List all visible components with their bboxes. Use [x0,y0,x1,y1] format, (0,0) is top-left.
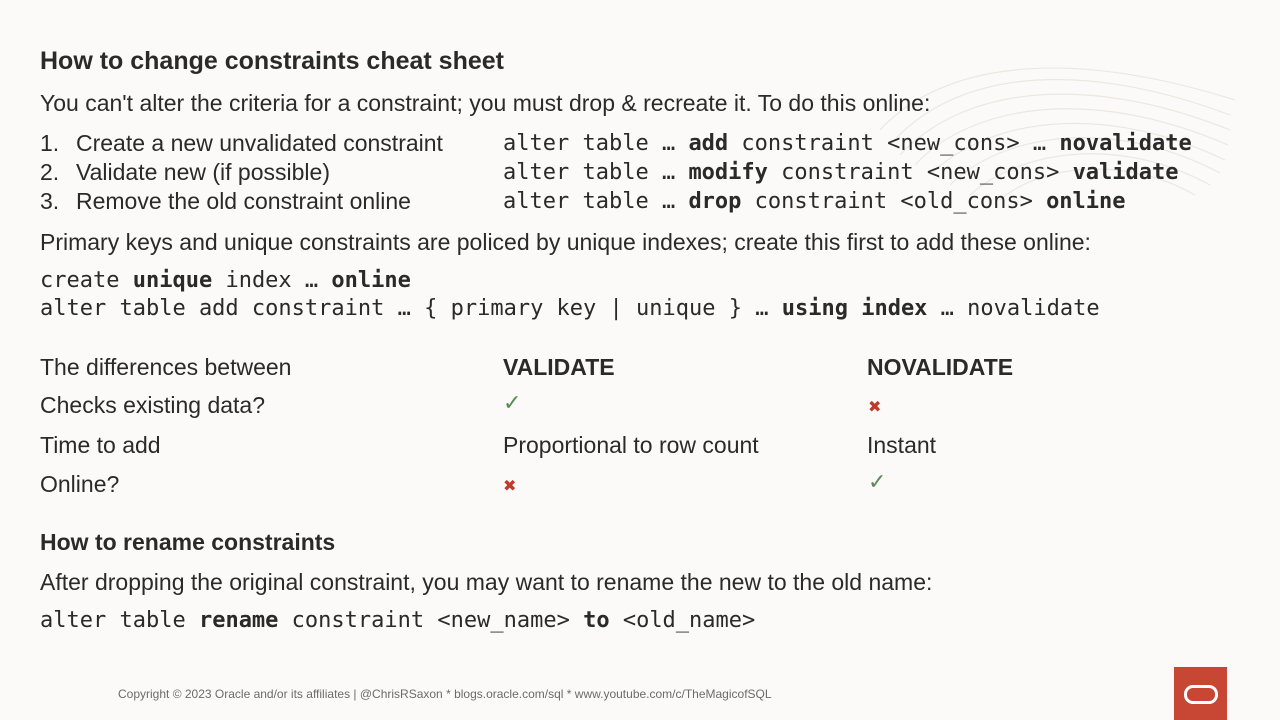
code-text: constraint <new_name> [278,608,584,633]
code-keyword: novalidate [1059,131,1192,156]
step-number: 1. [40,130,60,156]
step-number: 3. [40,188,60,214]
table-header-novalidate: NOVALIDATE [867,354,1014,380]
code-text: <old_name> [609,608,756,633]
intro-text: You can't alter the criteria for a constraint; you must drop & recreate it. To do this online: [40,90,931,116]
code-text: alter table … [503,189,689,214]
code-text: constraint <new_cons> … [728,131,1060,156]
rename-text: After dropping the original constraint, you may want to rename the new to the old name: [40,569,933,595]
rename-section-title: How to rename constraints [40,529,336,555]
table-cell: Proportional to row count [503,432,759,458]
code-keyword: unique [132,268,213,293]
step-code [503,131,1192,156]
cross-icon: ✖ [503,478,517,495]
step-number: 2. [40,159,60,185]
code-keyword: rename [198,608,279,633]
footer-copyright: Copyright © 2023 Oracle and/or its affiliates | @ChrisRSaxon * blogs.oracle.com/sql * www.youtube.com/c/TheMagicofSQL [118,687,772,701]
step-code [503,189,1126,214]
rename-code [40,608,755,633]
code-keyword: to [583,608,610,633]
table-header-validate: VALIDATE [503,354,615,380]
pk-intro-text: Primary keys and unique constraints are policed by unique indexes; create this first to add these online: [40,229,1091,255]
code-text: alter table add constraint … { primary key | unique } … [40,296,782,321]
table-row-label: Checks existing data? [40,392,266,418]
oracle-logo-icon [1174,667,1227,720]
code-keyword: online [331,268,411,293]
check-icon: ✓ [868,469,887,494]
check-icon: ✓ [503,390,522,415]
table-header-label: The differences between [40,354,292,380]
step-code [503,160,1179,185]
code-keyword: using index [781,296,928,321]
step-label: Create a new unvalidated constraint [76,130,443,156]
code-keyword: validate [1072,160,1179,185]
code-text: alter table [40,608,199,633]
code-keyword: add [688,131,729,156]
code-text: alter table … [503,131,689,156]
pk-code-line [40,296,1100,321]
code-text: index … [212,268,332,293]
code-keyword: online [1046,189,1126,214]
code-keyword: drop [688,189,742,214]
step-label: Remove the old constraint online [76,188,411,214]
oracle-ring-icon [1184,685,1218,704]
table-row-label: Time to add [40,432,161,458]
code-keyword: modify [688,160,768,185]
cross-icon: ✖ [868,399,882,416]
table-cell: Instant [867,432,937,458]
code-text: create [40,268,133,293]
code-text: alter table … [503,160,689,185]
code-text: constraint <new_cons> [767,160,1073,185]
step-label: Validate new (if possible) [76,159,330,185]
pk-code-line [40,268,411,293]
table-row-label: Online? [40,471,120,497]
code-text: constraint <old_cons> [741,189,1047,214]
page-title: How to change constraints cheat sheet [40,47,504,75]
code-text: … novalidate [927,296,1100,321]
